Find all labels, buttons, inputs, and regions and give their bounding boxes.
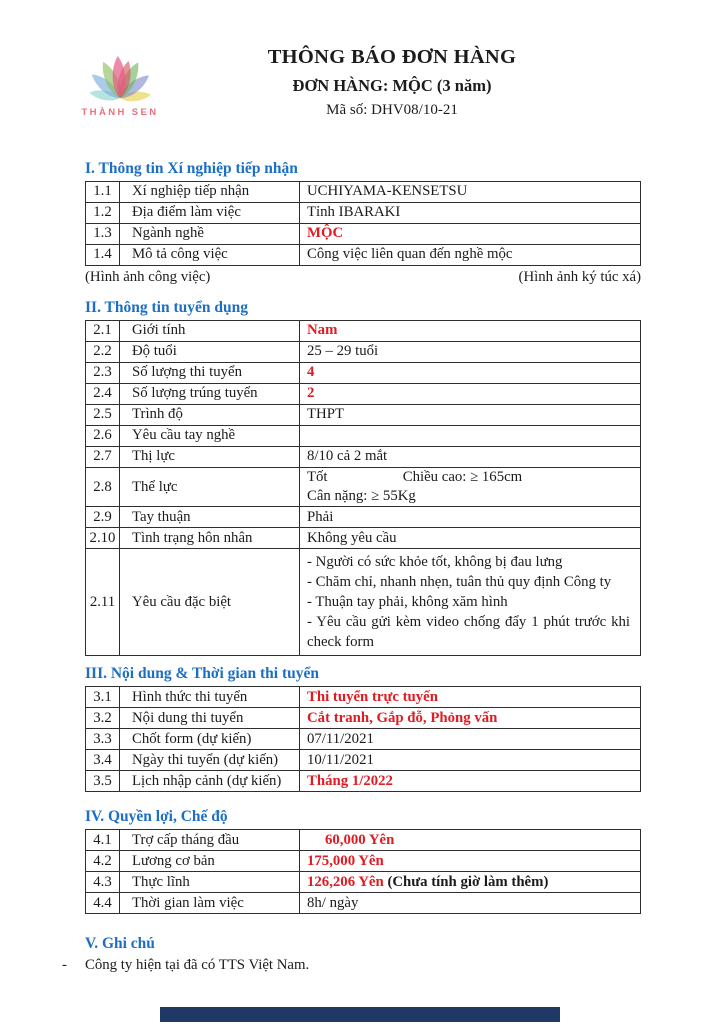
table-row (86, 245, 641, 266)
table-row (86, 528, 641, 549)
table-row (86, 830, 641, 851)
row-value: 2 (300, 384, 641, 405)
row-value: Tháng 1/2022 (300, 771, 641, 792)
table-row (86, 729, 641, 750)
requirement-item: - Chăm chỉ, nhanh nhẹn, tuân thủ quy định Công ty (307, 574, 612, 591)
row-label: Yêu cầu tay nghề (120, 426, 300, 447)
row-value: 60,000 Yên (300, 830, 641, 851)
row-label: Thực lĩnh (120, 872, 300, 893)
row-label: Ngành nghề (120, 224, 300, 245)
row-number: 4.1 (86, 830, 120, 851)
row-label: Thể lực (120, 468, 300, 507)
row-value (300, 468, 641, 507)
row-label: Tình trạng hôn nhân (120, 528, 300, 549)
table-row (86, 405, 641, 426)
row-label: Xí nghiệp tiếp nhận (120, 182, 300, 203)
page-title: THÔNG BÁO ĐƠN HÀNG (267, 46, 517, 68)
row-number: 2.1 (86, 321, 120, 342)
row-value: 25 – 29 tuổi (300, 342, 641, 363)
table-row (86, 384, 641, 405)
row-value: Nam (300, 321, 641, 342)
table-row (86, 182, 641, 203)
net-salary-value: 126,206 Yên (307, 873, 384, 890)
row-value: 4 (300, 363, 641, 384)
table-row (86, 750, 641, 771)
row-value: UCHIYAMA-KENSETSU (300, 182, 641, 203)
table-row (86, 893, 641, 914)
logo-text: THÀNH SEN (81, 107, 159, 118)
table-row (86, 363, 641, 384)
row-label: Giới tính (120, 321, 300, 342)
row-value: MỘC (300, 224, 641, 245)
row-value: Không yêu cầu (300, 528, 641, 549)
requirement-item: - Thuận tay phải, không xăm hình (307, 594, 508, 611)
table-row (86, 687, 641, 708)
row-number: 2.9 (86, 507, 120, 528)
requirement-item: - Yêu cầu gửi kèm video chống đẩy 1 phút trước khi check form (307, 614, 630, 651)
row-value: Thi tuyển trực tuyến (300, 687, 641, 708)
row-label: Thị lực (120, 447, 300, 468)
row-number: 3.2 (86, 708, 120, 729)
note-text: Công ty hiện tại đã có TTS Việt Nam. (85, 957, 310, 974)
table-row (86, 342, 641, 363)
row-number: 3.3 (86, 729, 120, 750)
row-number: 1.3 (86, 224, 120, 245)
row-value: Tỉnh IBARAKI (300, 203, 641, 224)
lotus-icon (68, 42, 172, 106)
row-number: 2.7 (86, 447, 120, 468)
row-value: Phải (300, 507, 641, 528)
row-label: Số lượng thi tuyển (120, 363, 300, 384)
row-label: Trình độ (120, 405, 300, 426)
requirement-item: - Người có sức khỏe tốt, không bị đau lưng (307, 554, 563, 571)
special-requirements-list (300, 549, 641, 656)
table-row (86, 224, 641, 245)
row-label: Lương cơ bản (120, 851, 300, 872)
row-value: 10/11/2021 (300, 750, 641, 771)
row-label: Mô tả công việc (120, 245, 300, 266)
row-label: Địa điểm làm việc (120, 203, 300, 224)
row-value: 07/11/2021 (300, 729, 641, 750)
note-line (62, 957, 641, 974)
document-body (62, 160, 641, 974)
row-label: Chốt form (dự kiến) (120, 729, 300, 750)
row-number: 4.4 (86, 893, 120, 914)
row-number: 1.1 (86, 182, 120, 203)
row-number: 2.4 (86, 384, 120, 405)
company-info-table (85, 181, 641, 266)
table-row (86, 468, 641, 507)
row-number: 2.3 (86, 363, 120, 384)
row-value: Công việc liên quan đến nghề mộc (300, 245, 641, 266)
row-number: 1.4 (86, 245, 120, 266)
row-number: 3.5 (86, 771, 120, 792)
order-subtitle: ĐƠN HÀNG: MỘC (3 năm) (292, 76, 492, 95)
table-row (86, 203, 641, 224)
row-label: Trợ cấp tháng đầu (120, 830, 300, 851)
row-label: Độ tuổi (120, 342, 300, 363)
fitness-value: Tốt (307, 469, 328, 485)
code-line: Mã số: DHV08/10-21 (326, 102, 458, 118)
thanh-sen-logo (52, 42, 188, 118)
row-value: Cắt tranh, Gắp đỗ, Phỏng vấn (300, 708, 641, 729)
row-label: Lịch nhập cảnh (dự kiến) (120, 771, 300, 792)
row-number: 3.4 (86, 750, 120, 771)
row-label: Thời gian làm việc (120, 893, 300, 914)
row-label: Ngày thi tuyển (dự kiến) (120, 750, 300, 771)
row-number: 2.5 (86, 405, 120, 426)
table-row (86, 872, 641, 893)
table-row (86, 507, 641, 528)
row-value: 8h/ ngày (300, 893, 641, 914)
note-dash: - (62, 957, 67, 974)
height-requirement: Chiều cao: ≥ 165cm (402, 469, 523, 485)
table-row (86, 447, 641, 468)
row-number: 4.2 (86, 851, 120, 872)
row-label: Hình thức thi tuyển (120, 687, 300, 708)
caption-work-photo: (Hình ảnh công việc) (85, 269, 211, 285)
net-salary-note: (Chưa tính giờ làm thêm) (387, 873, 549, 890)
section-4-title: IV. Quyền lợi, Chế độ (85, 808, 228, 826)
footer-bar (160, 1007, 560, 1022)
table-row (86, 549, 641, 656)
row-value: 8/10 cả 2 mắt (300, 447, 641, 468)
row-number: 2.8 (86, 468, 120, 507)
row-value: THPT (300, 405, 641, 426)
weight-requirement: Cân nặng: ≥ 55Kg (307, 488, 416, 505)
row-label: Tay thuận (120, 507, 300, 528)
table-row (86, 851, 641, 872)
section-3-title: III. Nội dung & Thời gian thi tuyển (85, 665, 319, 683)
section-5-title: V. Ghi chú (85, 935, 155, 953)
row-number: 4.3 (86, 872, 120, 893)
row-number: 2.11 (86, 549, 120, 656)
recruitment-info-table (85, 320, 641, 656)
row-number: 2.6 (86, 426, 120, 447)
row-label: Số lượng trúng tuyển (120, 384, 300, 405)
row-number: 2.10 (86, 528, 120, 549)
row-value: 175,000 Yên (300, 851, 641, 872)
row-value (300, 872, 641, 893)
row-number: 2.2 (86, 342, 120, 363)
section-2-title: II. Thông tin tuyển dụng (85, 299, 248, 316)
row-value (300, 426, 641, 447)
row-number: 3.1 (86, 687, 120, 708)
table-row (86, 321, 641, 342)
table-row (86, 426, 641, 447)
table-row (86, 708, 641, 729)
row-label: Yêu cầu đặc biệt (120, 549, 300, 656)
photo-captions (85, 269, 641, 286)
section-1-title: I. Thông tin Xí nghiệp tiếp nhận (85, 160, 298, 177)
benefits-table (85, 829, 641, 914)
row-label: Nội dung thi tuyển (120, 708, 300, 729)
row-number: 1.2 (86, 203, 120, 224)
caption-dorm-photo: (Hình ảnh ký túc xá) (518, 269, 641, 285)
table-row (86, 771, 641, 792)
exam-schedule-table (85, 686, 641, 792)
